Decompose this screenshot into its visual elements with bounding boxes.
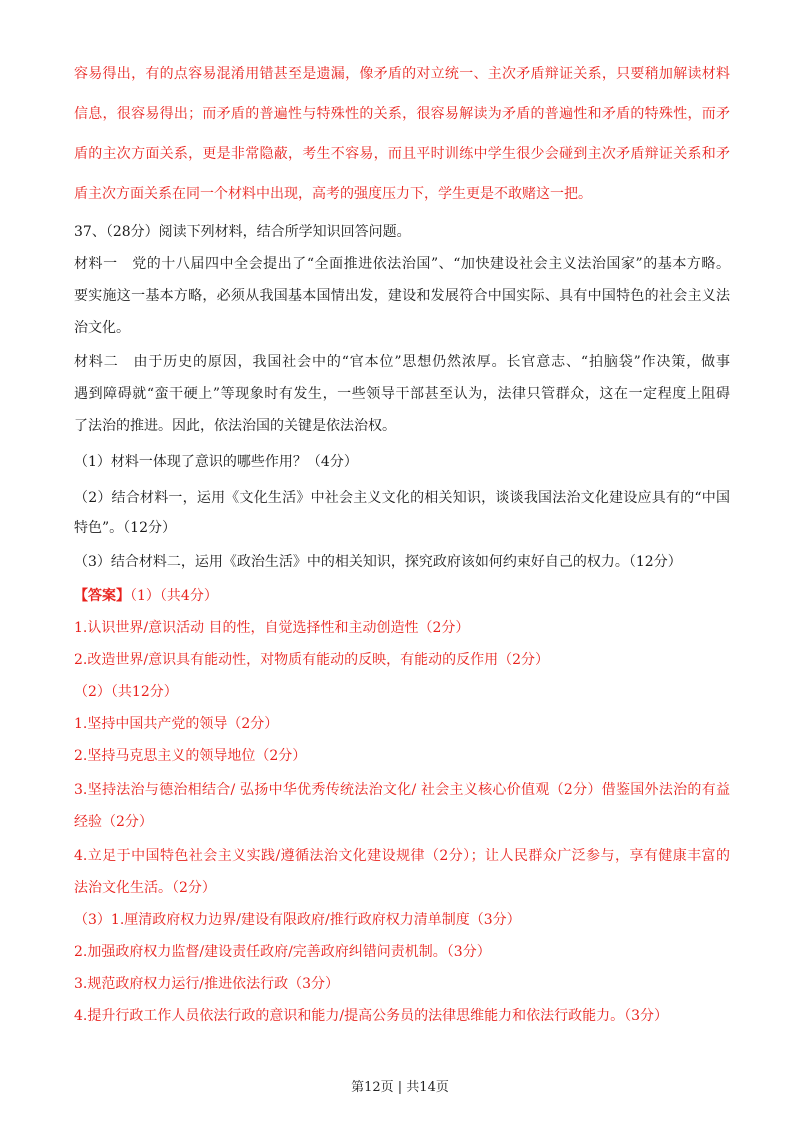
material-1-line-3: 治文化。 xyxy=(74,320,130,336)
analysis-line-2: 信息，很容易得出；而矛盾的普遍性与特殊性的关系，很容易解读为矛盾的普遍性和矛盾的特殊性，而矛 xyxy=(74,106,730,122)
analysis-line-3: 盾的主次方面关系，更是非常隐蔽，考生不容易，而且平时训练中学生很少会碰到主次矛盾辩证关系和矛 xyxy=(74,146,730,162)
material-2-line-1: 材料二 由于历史的原因，我国社会中的“官本位”思想仍然浓厚。长官意志、“拍脑袋”作决策，做事 xyxy=(74,354,730,370)
analysis-line-4: 盾主次方面关系在同一个材料中出现，高考的强度压力下，学生更是不敢赌这一把。 xyxy=(74,186,592,202)
answer-2-item-3-line-1: 3.坚持法治与德治相结合/ 弘扬中华优秀传统法治文化/ 社会主义核心价值观（2分）借鉴国外法治的有益 xyxy=(74,782,730,798)
answer-3-item-2: 2.加强政府权力监督/建设责任政府/完善政府纠错问责机制。（3分） xyxy=(74,944,491,960)
material-2-line-2: 遇到障碍就“蛮干硬上”等现象时有发生，一些领导干部甚至认为，法律只管群众，这在一定程度上阻碍 xyxy=(74,386,730,402)
answer-3-item-1: （3）1.厘清政府权力边界/建设有限政府/推行政府权力清单制度（3分） xyxy=(74,912,521,928)
sub-question-1: （1）材料一体现了意识的哪些作用？（4分） xyxy=(74,454,358,470)
question-37-title: 37、（28分）阅读下列材料，结合所学知识回答问题。 xyxy=(74,224,411,240)
answer-2-item-4-line-2: 法治文化生活。（2分） xyxy=(74,880,216,896)
sub-question-2-line-1: （2）结合材料一，运用《文化生活》中社会主义文化的相关知识，谈谈我国法治文化建设应具有的“中国 xyxy=(74,490,730,506)
answer-3-item-3: 3.规范政府权力运行/推进依法行政（3分） xyxy=(74,976,339,992)
answer-part-1-label: （1）（共4分） xyxy=(130,588,218,604)
sub-question-3: （3）结合材料二，运用《政治生活》中的相关知识，探究政府该如何约束好自己的权力。（12分） xyxy=(74,554,682,570)
answer-1-item-2: 2.改造世界/意识具有能动性，对物质有能动的反映，有能动的反作用（2分） xyxy=(74,652,549,668)
page-footer: 第12页 | 共14页 xyxy=(351,1080,449,1095)
answer-2-item-1: 1.坚持中国共产党的领导（2分） xyxy=(74,716,279,732)
answer-part-2-label: （2）（共12分） xyxy=(74,684,178,700)
analysis-line-1: 容易得出，有的点容易混淆用错甚至是遗漏，像矛盾的对立统一、主次矛盾辩证关系，只要稍加解读材料 xyxy=(74,66,730,82)
answer-2-item-4-line-1: 4.立足于中国特色社会主义实践/遵循法治文化建设规律（2分）；让人民群众广泛参与，享有健康丰富的 xyxy=(74,848,730,864)
material-2-line-3: 了法治的推进。因此，依法治国的关键是依法治权。 xyxy=(74,418,396,434)
answer-3-item-4: 4.提升行政工作人员依法行政的意识和能力/提高公务员的法律思维能力和依法行政能力。（3分） xyxy=(74,1008,668,1024)
answer-label: 【答案】 xyxy=(74,588,130,604)
answer-1-item-1: 1.认识世界/意识活动 目的性，自觉选择性和主动创造性（2分） xyxy=(74,620,470,636)
answer-2-item-3-line-2: 经验（2分） xyxy=(74,814,153,830)
sub-question-2-line-2: 特色”。（12分） xyxy=(74,520,176,536)
material-1-line-1: 材料一 党的十八届四中全会提出了“全面推进依法治国”、“加快建设社会主义法治国家”的基本方略。 xyxy=(74,256,730,272)
answer-2-item-2: 2.坚持马克思主义的领导地位（2分） xyxy=(74,748,307,764)
material-1-line-2: 要实施这一基本方略，必须从我国基本国情出发，建设和发展符合中国实际、具有中国特色的社会主义法 xyxy=(74,288,730,304)
answer-header xyxy=(74,586,730,606)
